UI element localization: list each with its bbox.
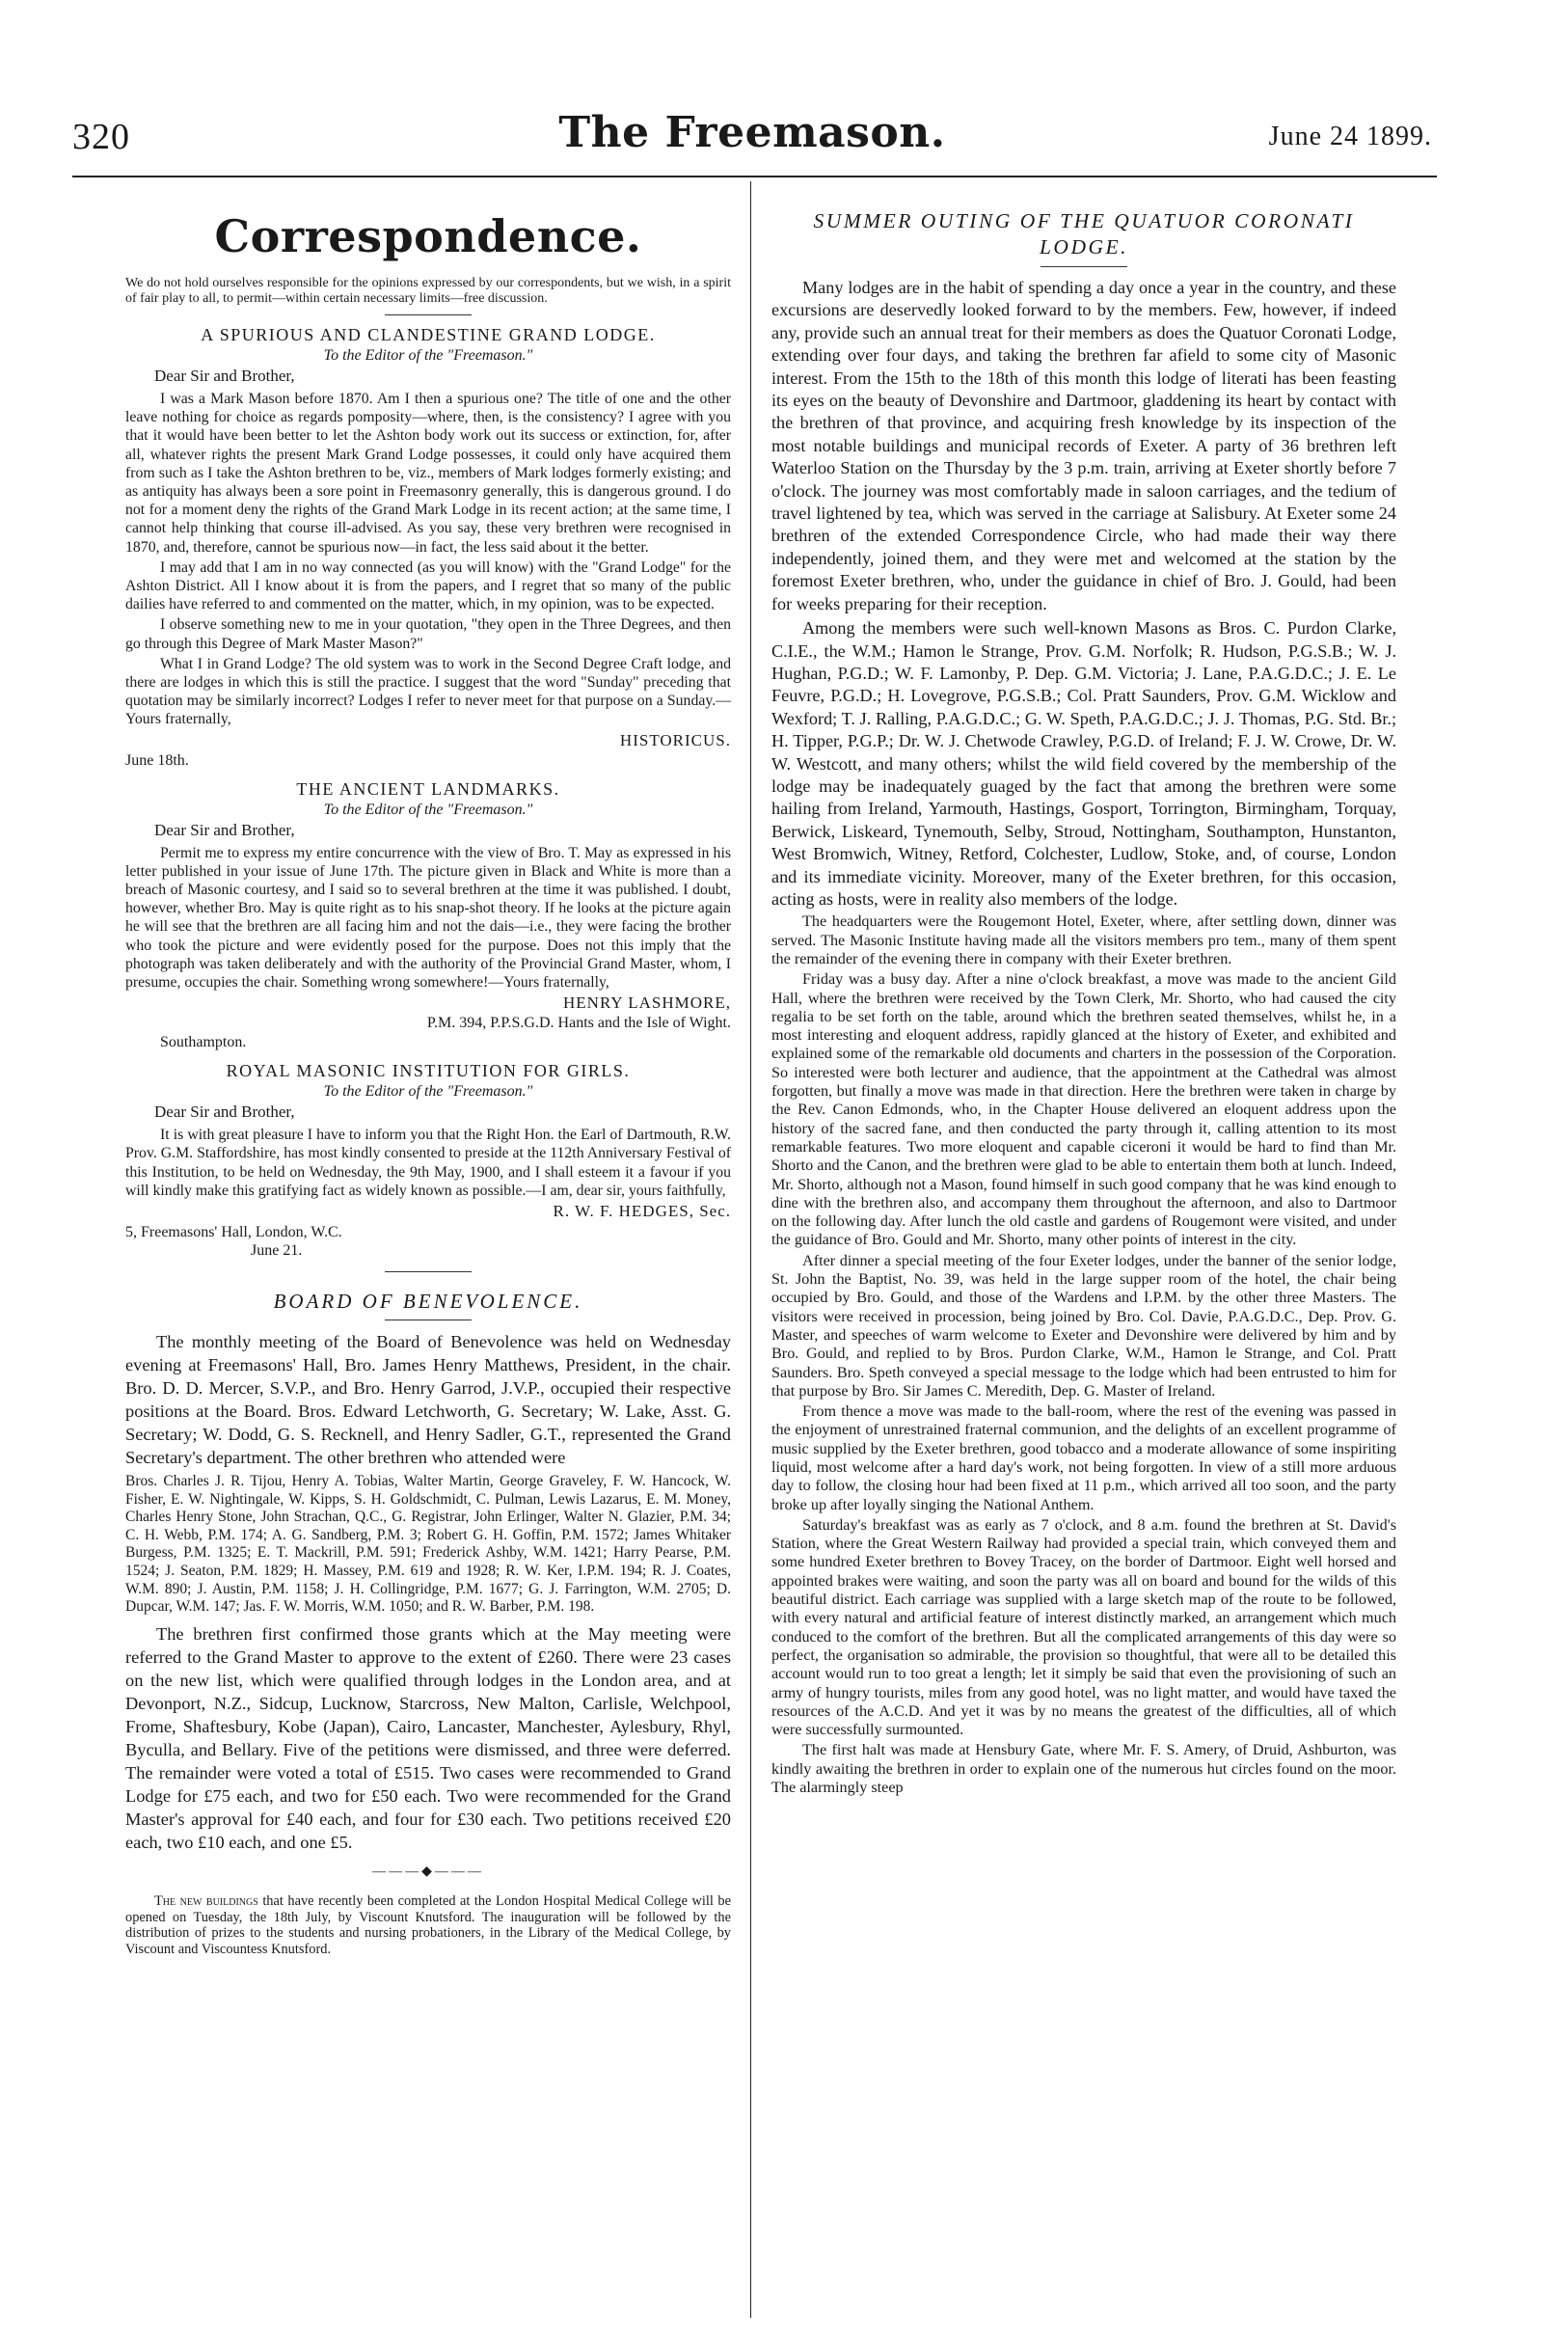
right-column (771, 203, 1396, 1799)
issue-date: June 24 1899. (1268, 122, 1432, 151)
letter-place: Southampton. (160, 1034, 247, 1051)
letter-paragraph: It is with great pleasure I have to inform you that the Right Hon. the Earl of Dartmouth, R.W. Prov. G.M. Staffordshire, has most kindly consented to preside at the 112th Anniversary Festival of this Institution, to be held on Wednesday, the 9th May, 1900, and I shall esteem it a favour if you will kindly make this gratifying fact as widely known as possible.—I am, dear sir, yours faithfully, (125, 1127, 731, 1199)
article-paragraph: From thence a move was made to the ball-room, where the rest of the evening was passed in the enjoyment of unrestrained fraternal communion, and the delights of an excellent programme of music supplied by the Exeter brethren, good tobacco and a moderate allowance of some inspiriting liquid, most welcome after a hard day's work, not being forgotten. In view of a still more arduous day to follow, the closing hour had been fixed at 11 p.m., which arrived all too soon, and the party broke up after loyally singing the National Anthem. (771, 1402, 1396, 1513)
editorial-disclaimer: We do not hold ourselves responsible for the opinions expressed by our correspondents, but we wish, in a spirit of fair play to all, to permit—within certain necessary limits—free discussion. (125, 276, 731, 306)
article-paragraph: The first halt was made at Hensbury Gate, where Mr. F. S. Amery, of Druid, Ashburton, was kindly awaiting the brethren in order to explain one of the numerous hut circles found on the moor. The alarmingly steep (771, 1741, 1396, 1797)
letter-signature: HISTORICUS. (619, 730, 731, 749)
article-paragraph: The monthly meeting of the Board of Benevolence was held on Wednesday evening at Freemasons' Hall, Bro. James Henry Matthews, President, in the chair. Bro. D. D. Mercer, S.V.P., and Bro. Henry Garrod, J.V.P., occupied their respective positions at the Board. Bros. Edward Letchworth, G. Secretary; W. Lake, Asst. G. Secretary; W. Dodd, G. S. Recknell, and Henry Sadler, G.T., represented the Grand Secretary's department. The other brethren who attended were (125, 1332, 731, 1468)
attendee-list: Bros. Charles J. R. Tijou, Henry A. Tobias, Walter Martin, George Graveley, F. W. Hancock, W. Fisher, E. W. Nightingale, W. Kipps, S. H. Goldschmidt, C. Pulman, Lewis Lazarus, E. M. Money, Charles Henry Stone, John Strachan, Q.C., G. Registrar, John Erlinger, Walter N. Glazier, P.M. 34; C. H. Webb, P.M. 174; A. G. Sandberg, P.M. 3; Robert G. H. Goffin, P.M. 1572; James Whitaker Burgess, P.M. 1325; E. T. Mackrill, P.M. 591; Frederick Ashby, W.M. 1421; Harry Pearse, P.M. 1524; J. Seaton, P.M. 1829; H. Massey, P.M. 619 and 1928; R. W. Ker, I.P.M. 194; R. J. Coates, W.M. 890; J. Austin, P.M. 1158; J. H. Collingridge, P.M. 1677; G. J. Farrington, W.M. 2705; D. Dupcar, W.M. 147; Jas. F. W. Morris, W.M. 1050; and R. W. Barber, P.M. 198. (125, 1473, 731, 1616)
letter-royal-masonic-institution (125, 1061, 731, 1260)
divider (385, 314, 472, 315)
article-paragraph: Among the members were such well-known Masons as Bros. C. Purdon Clarke, C.I.E., the W.M.; Hamon le Strange, Prov. G.M. Norfolk; R. Hudson, P.G.S.B.; W. J. Hughan, P.G.D.; W. F. Lamonby, P. Dep. G.M. Victoria; J. Lane, P.A.G.D.C.; J. E. Le Feuvre, P.G.D.; H. Lovegrove, P.G.S.B.; Col. Pratt Saunders, Prov. G.M. Wicklow and Wexford; T. J. Ralling, P.A.G.D.C.; G. W. Speth, P.A.G.D.C.; J. J. Thomas, P.G. Std. Br.; H. Tipper, P.G.P.; Dr. W. J. Chetwode Crawley, P.G.D. of Ireland; F. J. W. Crowe, Dr. W. W. Westcott, and many others; whilst the wild field covered by the membership of the lodge may be inadequately guaged by the fact that among the brethren were some hailing from Ireland, Yarmouth, Hastings, Gosport, Torrington, Birmingham, Torquay, Berwick, Liskeard, Tynemouth, Selby, Stroud, Nottingham, Southampton, Hunstanton, West Bromwich, Witney, Retford, Colchester, Ludlow, Stoke, and, of course, London and its immediate vicinity. Moreover, many of the Exeter brethren, for this occasion, acting as hosts, were in reality also members of the lodge. (771, 618, 1396, 909)
letter-signature: R. W. F. HEDGES, Sec. (553, 1202, 731, 1221)
letter-title: ROYAL MASONIC INSTITUTION FOR GIRLS. (226, 1061, 631, 1081)
masthead-title: The Freemason. (558, 108, 946, 157)
page-number: 320 (72, 117, 130, 157)
address-date: June 21. (251, 1242, 303, 1260)
letter-signature: HENRY LASHMORE, (563, 993, 731, 1013)
letter-paragraph: Permit me to express my entire concurrence with the view of Bro. T. May as expressed in his letter published in your issue of June 17th. The picture given in Black and White is more than a breach of Masonic courtesy, and I said so to several brethren at the time it was published. I doubt, however, whether Bro. May is quite right as to his snap-shot theory. If he looks at the picture again he will see that the brethren are all facing him and not the dais—i.e., they were facing the brother who took the picture and were evidently posed for the purpose. Does not this imply that the photograph was taken deliberately and with the authority of the Provincial Grand Master, whom, I presume, occupies the chair. Something wrong somewhere!—Yours fraternally, (125, 844, 731, 992)
divider (385, 1271, 472, 1272)
article-paragraph: Many lodges are in the habit of spending a day once a year in the country, and these excursions are deservedly looked forward to by the members. Few, however, if indeed any, provide such an annual treat for their members as does the Quatuor Coronati Lodge, extending over four days, and taking the brethren far afield to some city of Masonic interest. From the 15th to the 18th of this month this lodge of literati has been feasting its eyes on the beauty of Devonshire and Dartmoor, gladdening its heart by contact with the brethren of that province, and acquiring fresh knowledge by its inspection of the most notable buildings and municipal records of Exeter. A party of 36 brethren left Waterloo Station on the Thursday by the 3 p.m. train, arriving at Exeter shortly before 7 o'clock. The journey was most comfortably made in saloon carriages, and the tedium of travel lightened by tea, which was served in the carriage at Salisbury. At Exeter some 24 brethren of the extended Correspondence Circle, who had made their way there independently, joined them, and they were met and welcomed at the station by the foremost Exeter brethren, who, under the guidance in chief of Bro. J. Gould, had been for weeks preparing for their reception. (771, 278, 1396, 613)
ornamental-divider: ———◆——— (372, 1864, 484, 1879)
letter-salutation: Dear Sir and Brother, (154, 820, 295, 839)
letter-spurious-grand-lodge (125, 325, 731, 770)
letter-paragraph: What I in Grand Lodge? The old system was to work in the Second Degree Craft lodge, and there are lodges in which this is still the practice. I suggest that the word "Sunday" preceding that quotation may be similarly incorrect? Lodges I refer to never meet for that purpose on a Sunday.—Yours fraternally, (125, 655, 731, 728)
letter-salutation: Dear Sir and Brother, (154, 1102, 295, 1122)
divider (1041, 266, 1127, 267)
left-column (125, 203, 731, 1972)
letter-date: June 18th. (125, 751, 189, 769)
letter-paragraph: I observe something new to me in your quotation, "they open in the Three Degrees, and then go through this Degree of Mark Master Mason?" (125, 616, 731, 652)
letter-ancient-landmarks (125, 779, 731, 1052)
board-of-benevolence-article (125, 1290, 731, 1854)
article-paragraph: After dinner a special meeting of the four Exeter lodges, under the banner of the senior lodge, St. John the Baptist, No. 39, was held in the large supper room of the hotel, the chair being occupied by Bro. Gould, and those of the Wardens and I.P.M. by the other three Masters. The visitors were received in procession, being joined by Bro. Col. Davie, P.A.G.D.C., Dep. Prov. G. Master, and speeches of warm welcome to Exeter and Devonshire were delivered by him and by Bro. Gould, and replied to by Bros. Purdon Clarke, W.M., Hamon le Strange, and Col. Pratt Saunders. Bro. Speth conveyed a special message to the lodge which had been entrusted to him for that purpose by Bro. Sir James C. Meredith, Dep. G. Master of Ireland. (771, 1251, 1396, 1400)
letter-address (125, 1223, 731, 1260)
article-paragraph: The headquarters were the Rougemont Hotel, Exeter, where, after settling down, dinner was served. The Masonic Institute having made all the visitors members pro tem., many of them spent the remainder of the evening there in company with their Exeter brethren. (771, 912, 1396, 967)
letter-salutation: Dear Sir and Brother, (154, 367, 295, 385)
article-paragraph: Saturday's breakfast was as early as 7 o'clock, and 8 a.m. found the brethren at St. David's Station, where the Great Western Railway had provided a special train, which conveyed them and some hundred Exeter brethren to Bovey Tracey, on the border of Dartmoor. Eight well horsed and appointed brakes were waiting, and soon the party was all on board and bound for the wilds of this beautiful district. Each carriage was supplied with a large sketch map of the route to be followed, with every natural and artificial feature of interest distinctly marked, an arrangement which much conduced to the comfort of the brethren. But all the complicated arrangements of this day were so perfect, the organisation so admirable, the provision so thoughtful, that were all to be detailed this account would run to too great a length; let it simply be said that even the provisioning of such an army of hungry tourists, miles from any good hotel, was no light matter, and would have taxed the resources of the A.C.D. And yet it was by no means the greatest of the difficulties, all of which were successfully surmounted. (771, 1515, 1396, 1739)
letter-addressee: To the Editor of the "Freemason." (323, 1083, 533, 1101)
news-brief-lead: The new buildings (154, 1893, 258, 1910)
page-header (72, 108, 1432, 164)
correspondence-heading: Correspondence. (214, 210, 642, 262)
letter-paragraph: I was a Mark Mason before 1870. Am I then a spurious one? The title of one and the other leave nothing for choice as regards pomposity—where, then, is the consistency? I agree with you that it would have been better to let the Ashton body work out its success or extinction, for, after all, whatever rights the present Mark Grand Lodge possesses, it could only have acquired them from such as I take the Ashton brethren to be, viz., members of Mark lodges formerly existing; and as antiquity has always been a sore point in Freemasonry generally, this is dangerous ground. I do not for a moment deny the rights of the Grand Mark Lodge in its recent action; at the same time, I cannot help thinking that course ill-advised. As you say, these very brethren were recognised in 1870, and, therefore, cannot be spurious now—in fact, the less said about it the better. (125, 391, 731, 556)
article-paragraph: Friday was a busy day. After a nine o'clock breakfast, a move was made to the ancient Gild Hall, where the brethren were received by the Town Clerk, Mr. Shorto, who had caused the city regalia to be set forth on the table, around which the brethren seated themselves, whilst he, in a most interesting and eloquent address, rapidly glanced at the history of Exeter, and exhibited and explained some of the remarkable old documents and charters in the possession of the Corporation. So interested were both lecturer and audience, that the appointment at the Cathedral was almost forgotten, but finally a move was made in that direction. Here the brethren were taken in charge by the Rev. Canon Edmonds, who, in the Chapter House delivered an eloquent address upon the history of the sacred fane, and then conducted the party through it, calling attention to its most remarkable features. Two more eloquent and capable ciceroni it would be hard to find than Mr. Shorto and the Canon, and the brethren were glad to be able to entertain them both at lunch. Indeed, Mr. Shorto, although not a Mason, found himself in such good company that he was kind enough to dine with the brethren also, and accompany them throughout the afternoon, and also to Dartmoor on the following day. After lunch the old castle and gardens of Rougemont were visited, and under the guidance of Bro. Gould and Mr. Shorto, many other points of interest in the city. (771, 970, 1396, 1249)
letter-title: A SPURIOUS AND CLANDESTINE GRAND LODGE. (201, 325, 656, 344)
letter-addressee: To the Editor of the "Freemason." (323, 801, 533, 818)
column-divider (750, 181, 751, 2318)
news-brief-text: that have recently been completed at the London Hospital Medical College will be opened on Tuesday, the 18th July, by Viscount Knutsford. The inauguration will be followed by the distribution of prizes to the students and nursing probationers, in the Library of the Medical College, by Viscount and Viscountess Knutsford. (125, 1893, 731, 1958)
header-rule (72, 176, 1437, 177)
address-line: 5, Freemasons' Hall, London, W.C. (125, 1224, 342, 1241)
article-title: BOARD OF BENEVOLENCE. (273, 1290, 583, 1314)
letter-title: THE ANCIENT LANDMARKS. (296, 778, 560, 799)
letter-signature-title: P.M. 394, P.P.S.G.D. Hants and the Isle of Wight. (426, 1015, 731, 1032)
letter-addressee: To the Editor of the "Freemason." (323, 347, 533, 364)
article-paragraph: The brethren first confirmed those grants which at the May meeting were referred to the Grand Master to approve to the extent of £260. There were 23 cases on the new list, which were qualified through lodges in the London area, and at Devonport, N.Z., Sidcup, Lucknow, Starcross, New Malton, Carlisle, Welchpool, Frome, Shaftesbury, Kobe (Japan), Cairo, Lancaster, Manchester, Aylesbury, Rhyl, Byculla, and Bellary. Five of the petitions were dismissed, and three were deferred. The remainder were voted a total of £515. Two cases were recommended to Grand Lodge for £75 each, and two for £50 each. Two were recommended for the Grand Master's approval for £40 each, and four for £30 each. Two petitions received £20 each, two £10 each, and one £5. (125, 1623, 731, 1852)
news-brief (125, 1893, 731, 1957)
letter-paragraph: I may add that I am in no way connected (as you will know) with the "Grand Lodge" for the Ashton District. All I know about it is from the papers, and I regret that so many of the public dailies have referred to and commented on the matter, which, in my opinion, was to be expected. (125, 558, 731, 613)
article-title: SUMMER OUTING OF THE QUATUOR CORONATI LODGE. (813, 209, 1355, 258)
